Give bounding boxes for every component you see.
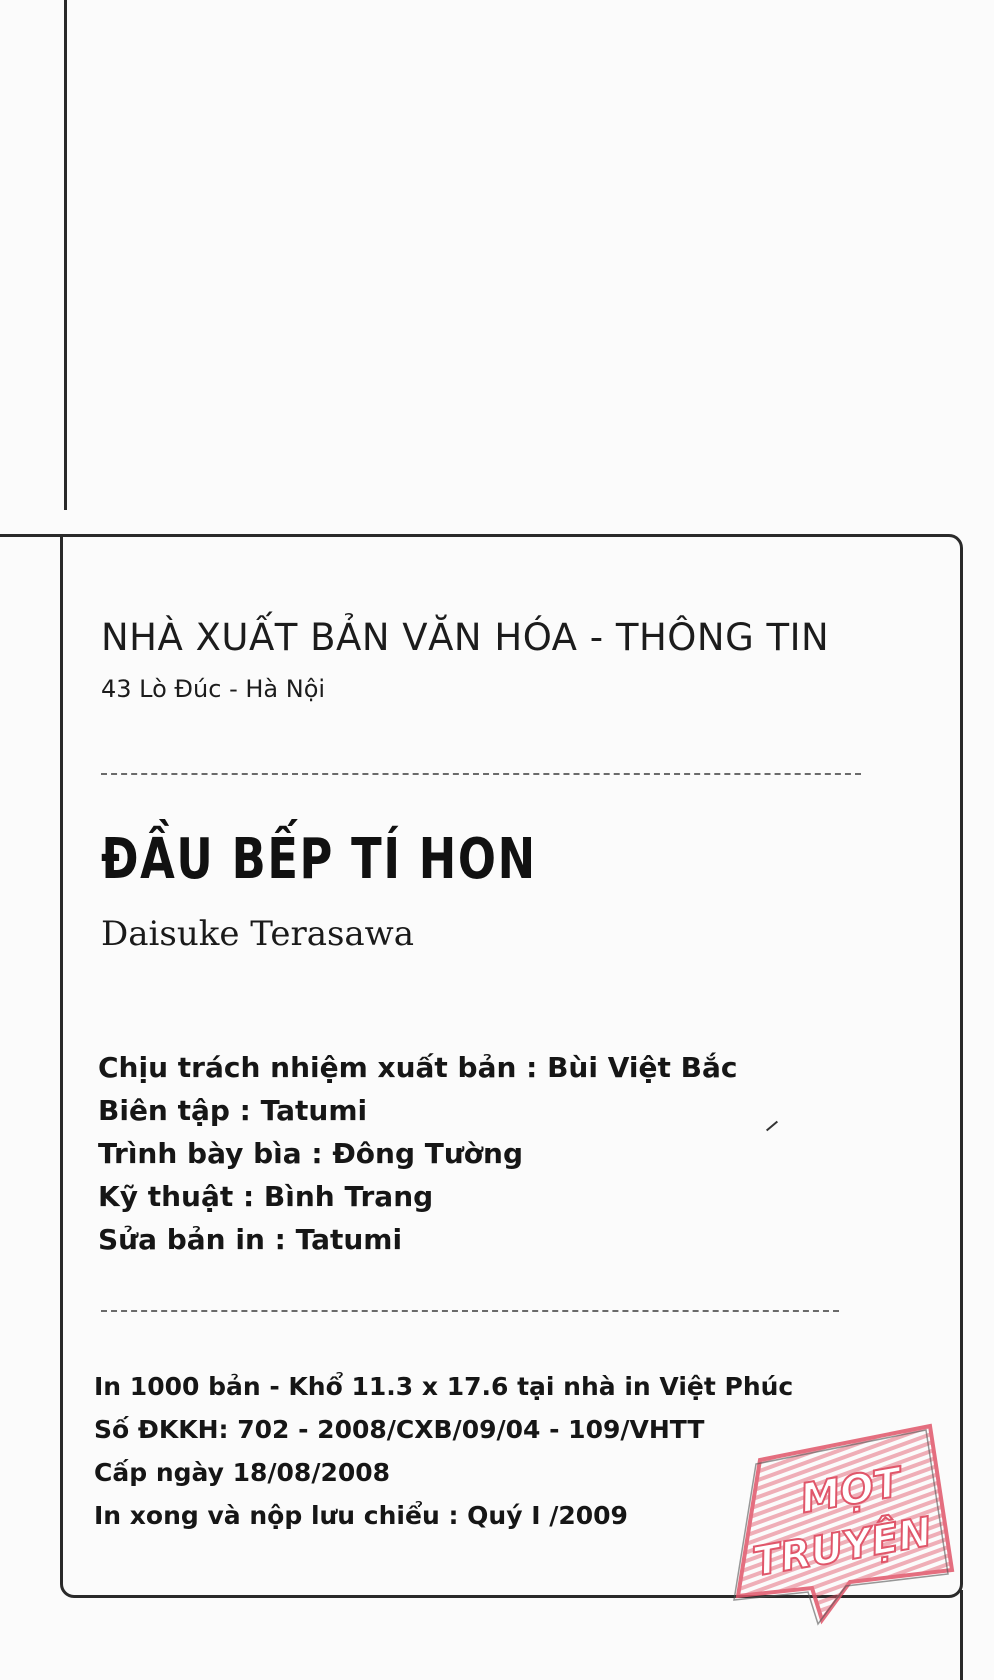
- credit-cover-design: Trình bày bìa : Đông Tường: [98, 1137, 524, 1170]
- publisher-name: NHÀ XUẤT BẢN VĂN HÓA - THÔNG TIN: [101, 616, 830, 659]
- divider-top: [101, 773, 861, 775]
- frame-right-extension-line: [960, 1590, 963, 1680]
- book-title: ĐẦU BẾP TÍ HON: [101, 827, 537, 892]
- print-run-line: In 1000 bản - Khổ 11.3 x 17.6 tại nhà in Việt Phúc: [94, 1372, 794, 1401]
- frame-top-vertical-line: [64, 0, 67, 510]
- divider-bottom: [101, 1310, 839, 1312]
- watermark-logo: [730, 1420, 960, 1640]
- credit-proofreading: Sửa bản in : Tatumi: [98, 1223, 403, 1256]
- deposit-line: In xong và nộp lưu chiểu : Quý I /2009: [94, 1501, 628, 1530]
- book-author: Daisuke Terasawa: [101, 914, 415, 954]
- credit-editor: Biên tập : Tatumi: [98, 1094, 368, 1127]
- svg-text:TRUYỆN: TRUYỆN: [749, 1509, 936, 1586]
- credit-publisher-responsible: Chịu trách nhiệm xuất bản : Bùi Việt Bắc: [98, 1051, 738, 1084]
- registration-number-line: Số ĐKKH: 702 - 2008/CXB/09/04 - 109/VHTT: [94, 1415, 705, 1444]
- credit-technical: Kỹ thuật : Bình Trang: [98, 1180, 434, 1213]
- print-info-list: [94, 1365, 793, 1537]
- issue-date-line: Cấp ngày 18/08/2008: [94, 1458, 391, 1487]
- svg-text:MỌT: MỌT: [797, 1459, 905, 1523]
- credits-list: [98, 1046, 737, 1261]
- publisher-address: 43 Lò Đúc - Hà Nội: [101, 675, 326, 703]
